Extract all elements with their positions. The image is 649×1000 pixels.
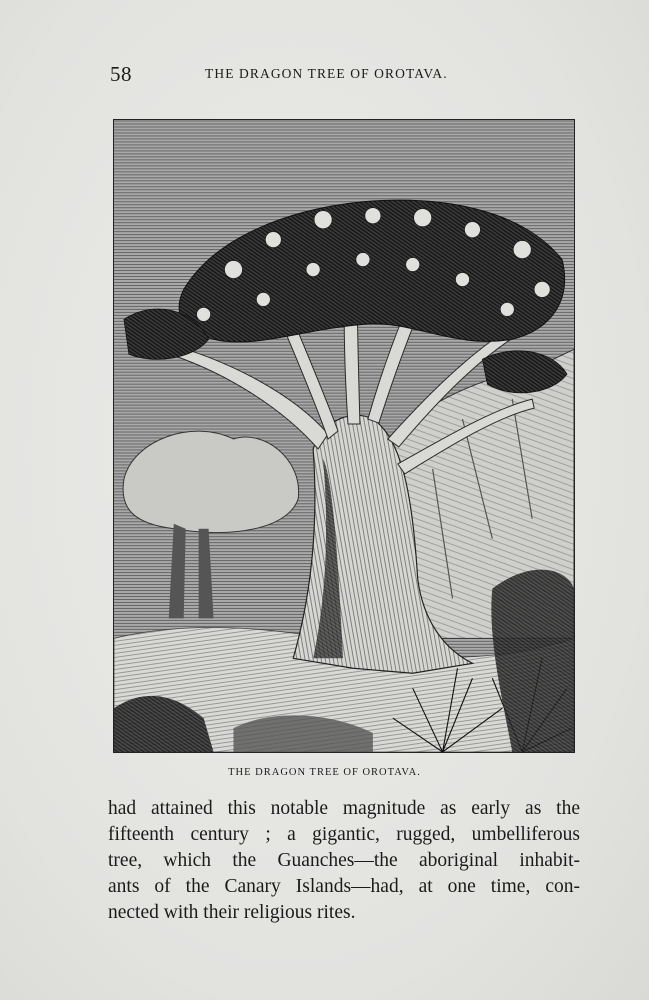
running-head: THE DRAGON TREE OF OROTAVA.	[205, 66, 448, 81]
text-line: nected with their religious rites.	[108, 902, 356, 923]
figure-caption: THE DRAGON TREE OF OROTAVA.	[228, 767, 421, 778]
text-line: ants of the Canary Islands—had, at one time, con-	[108, 876, 580, 897]
text-line: had attained this notable magnitude as early as the	[108, 798, 580, 819]
text-line: fifteenth century ; a gigantic, rugged, umbelliferous	[108, 824, 580, 845]
text-line: tree, which the Guanches—the aboriginal inhabit-	[108, 850, 580, 871]
page-number: 58	[110, 62, 132, 86]
body-paragraph	[108, 796, 580, 926]
dragon-tree-engraving	[114, 120, 574, 752]
engraving-illustration	[113, 119, 575, 753]
